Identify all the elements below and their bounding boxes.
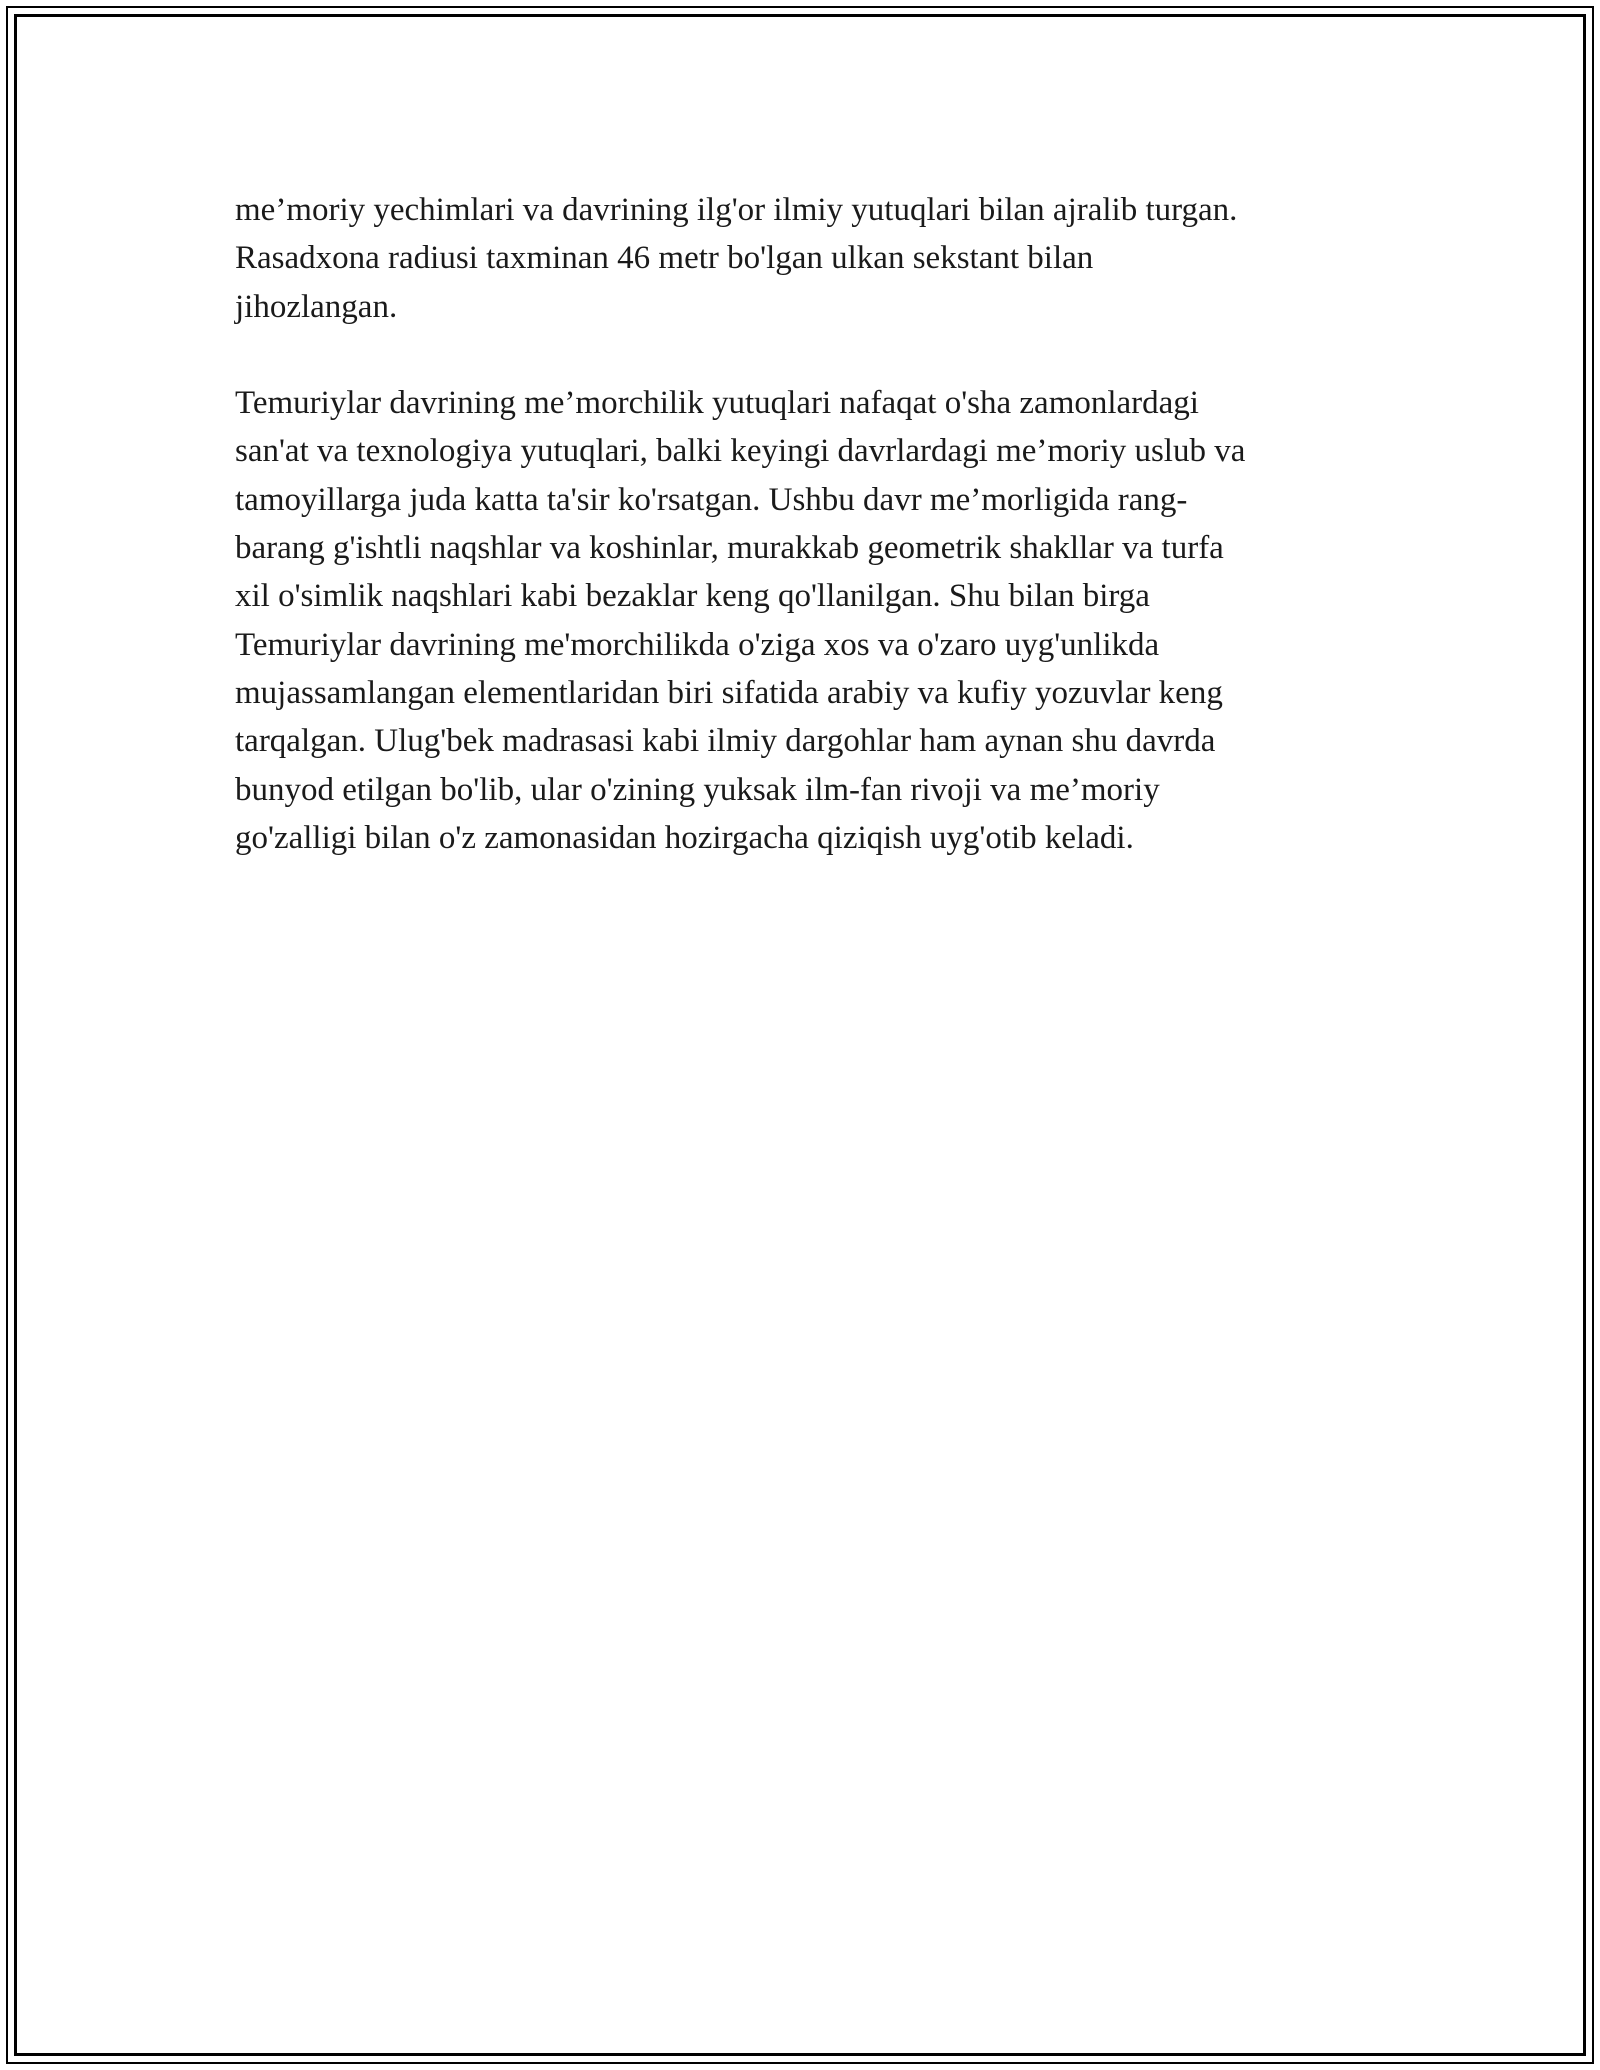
paragraph-1 — [235, 186, 1375, 331]
paragraph-2 — [235, 379, 1375, 862]
paragraph-line: go'zalligi bilan o'z zamonasidan hozirgacha qiziqish uyg'otib keladi. — [235, 819, 1134, 856]
paragraph-line: san'at va texnologiya yutuqlari, balki keyingi davrlardagi me’moriy uslub va — [235, 433, 1246, 470]
paragraph-line: Temuriylar davrining me’morchilik yutuqlari nafaqat o'sha zamonlardagi — [235, 385, 1199, 422]
paragraph-line: barang g'ishtli naqshlar va koshinlar, murakkab geometrik shakllar va turfa — [235, 530, 1224, 567]
paragraph-line: tamoyillarga juda katta ta'sir ko'rsatgan. Ushbu davr me’morligida rang- — [235, 481, 1188, 518]
paragraph-line: Temuriylar davrining me'morchilikda o'ziga xos va o'zaro uyg'unlikda — [235, 626, 1160, 663]
paragraph-line: me’moriy yechimlari va davrining ilg'or ilmiy yutuqlari bilan ajralib turgan. — [235, 192, 1238, 228]
document-body — [235, 186, 1375, 910]
paragraph-line: mujassamlangan elementlaridan biri sifatida arabiy va kufiy yozuvlar keng — [235, 674, 1223, 711]
paragraph-line: jihozlangan. — [235, 288, 398, 325]
paragraph-line: tarqalgan. Ulug'bek madrasasi kabi ilmiy dargohlar ham aynan shu davrda — [235, 723, 1216, 760]
paragraph-line: xil o'simlik naqshlari kabi bezaklar keng qo'llanilgan. Shu bilan birga — [235, 578, 1150, 615]
paragraph-line: bunyod etilgan bo'lib, ular o'zining yuksak ilm-fan rivoji va me’moriy — [235, 771, 1160, 808]
paragraph-line: Rasadxona radiusi taxminan 46 metr bo'lgan ulkan sekstant bilan — [235, 240, 1094, 277]
